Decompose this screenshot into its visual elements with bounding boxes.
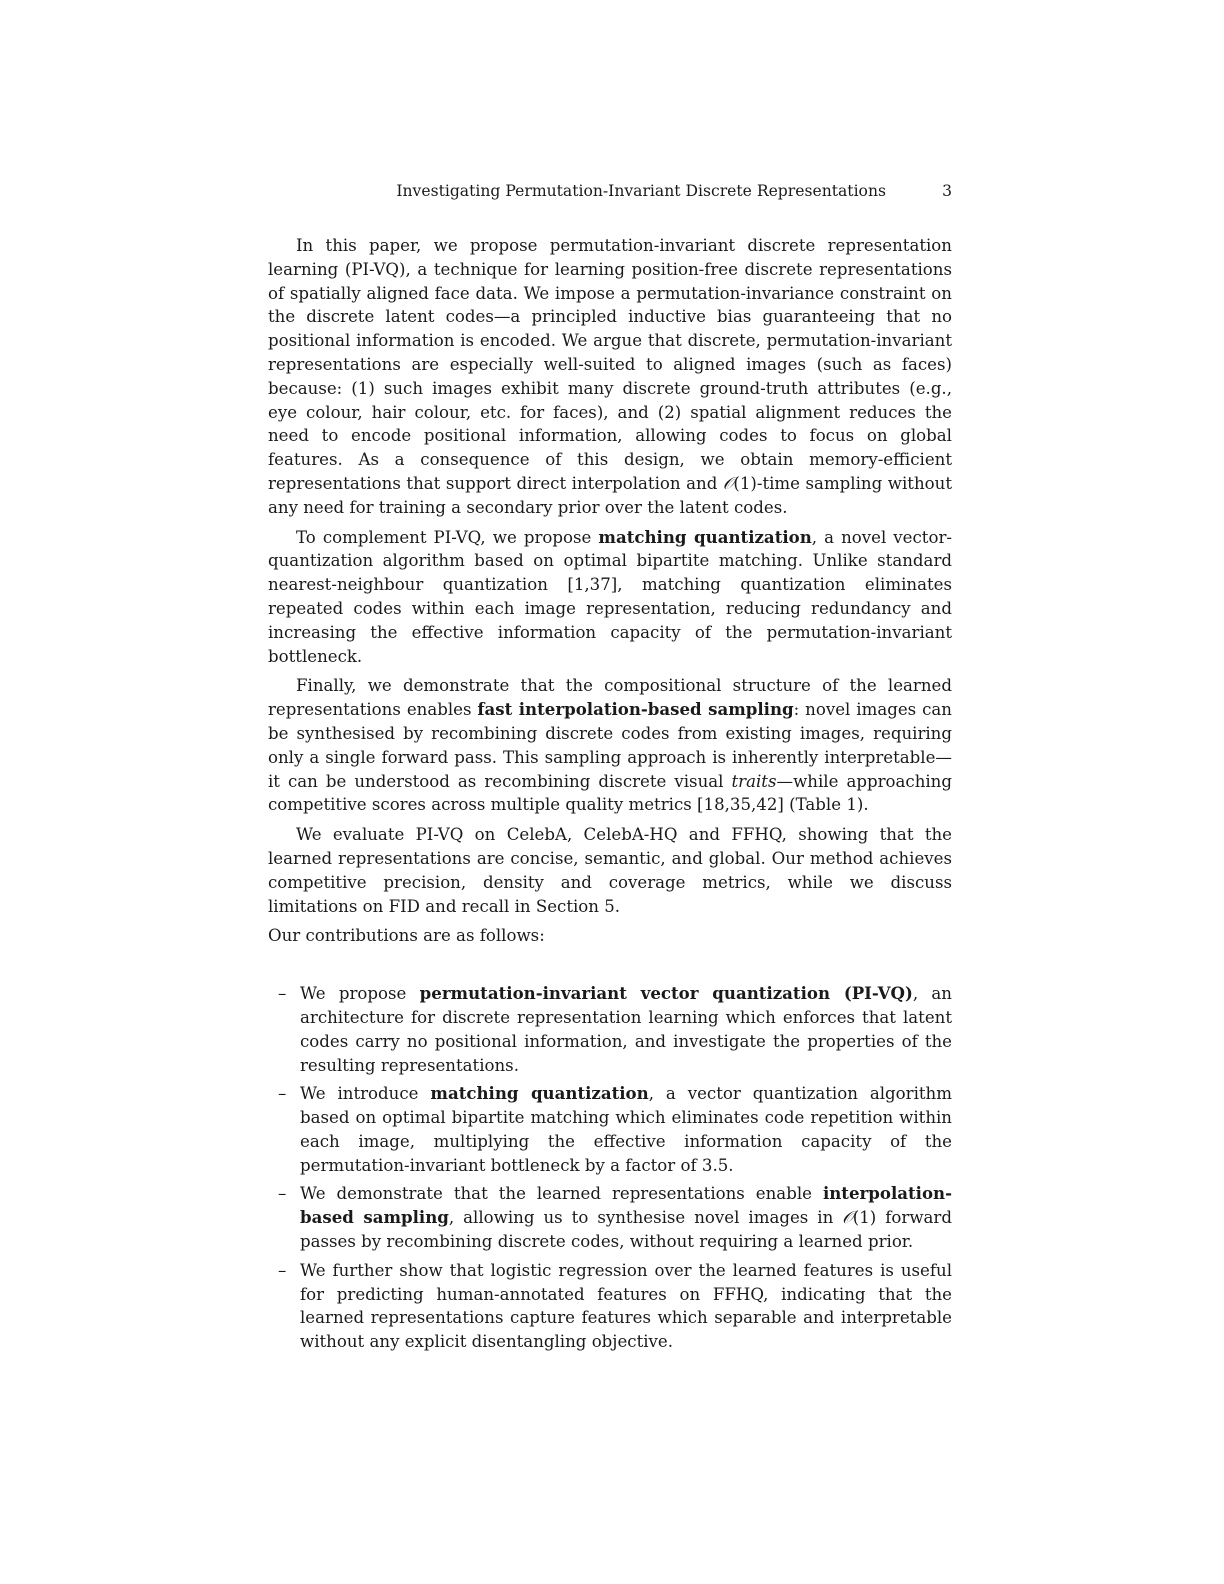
body-text: [268, 234, 952, 948]
text-segment: (1)-time sampling without any need for training a secondary prior over the latent codes.: [268, 473, 952, 517]
list-item: [268, 1182, 952, 1253]
list-item: [268, 982, 952, 1077]
bullet-dash: –: [278, 1084, 287, 1104]
bold-term: fast interpolation-based sampling: [477, 699, 794, 720]
text-segment: We evaluate PI-VQ on CelebA, CelebA-HQ and FFHQ, showing that the learned representations are concise, semantic, and global. Our method achieves competitive precision, density and coverage metrics, while we discuss limitations on FID and recall in Section 5.: [268, 825, 952, 916]
bullet-dash: –: [278, 1260, 287, 1280]
text-segment: —while approaching competitive scores across multiple quality metrics [18,35,42] (Table 1).: [268, 771, 952, 815]
list-item: [268, 1259, 952, 1354]
text-segment: To complement PI-VQ, we propose: [296, 527, 599, 547]
text-segment: We propose: [300, 984, 420, 1004]
text-segment: , an architecture for discrete representation learning which enforces that latent codes carry no positional information, and investigate the properties of the resulting representations.: [300, 984, 952, 1075]
bullet-dash: –: [278, 984, 287, 1004]
running-header: [268, 180, 952, 204]
paper-page: [268, 180, 952, 1359]
text-segment: In this paper, we propose permutation-invariant discrete representation learning (PI-VQ), a technique for learning position-free discrete representations of spatially aligned face data. We impose a permutation-invariance constraint on the discrete latent codes—a principled inductive bias guaranteeing that no positional information is encoded. We argue that discrete, permutation-invariant representations are especially well-suited to aligned images (such as faces) because: (1) such images exhibit many discrete ground-truth attributes (e.g., eye colour, hair colour, etc. for faces), and (2) spatial alignment reduces the need to encode positional information, allowing codes to focus on global features. As a consequence of this design, we obtain memory-efficient representations that support direct interpolation and: [268, 236, 952, 493]
page-number: 3: [942, 182, 952, 200]
text-segment: , a vector quantization algorithm based on optimal bipartite matching which eliminates code repetition within each image, multiplying the effective information capacity of the permutation-invariant bottleneck by a factor of 3.5.: [300, 1084, 952, 1175]
list-item: [268, 1082, 952, 1177]
bold-term: interpolation-based sampling: [300, 1183, 952, 1228]
math-symbol: 𝒪: [722, 473, 734, 493]
text-segment: , allowing us to synthesise novel images in: [448, 1208, 843, 1228]
paragraph: [268, 234, 952, 520]
text-segment: We introduce: [300, 1084, 431, 1104]
text-segment: We further show that logistic regression over the learned features is useful for predicting human-annotated features on FFHQ, indicating that the learned representations capture features which separable and interpretable without any explicit disentangling objective.: [300, 1260, 952, 1352]
paragraph: [268, 526, 952, 669]
text-segment: Finally, we demonstrate that the compositional structure of the learned representations enables: [268, 676, 952, 720]
text-segment: Our contributions are as follows:: [268, 926, 545, 946]
paragraph: [268, 823, 952, 918]
text-segment: , a novel vector-quantization algorithm based on optimal bipartite matching. Unlike standard nearest-neighbour quantization [1,37], matching quantization eliminates repeated codes within each image representation, reducing redundancy and increasing the effective information capacity of the permutation-invariant bottleneck.: [268, 527, 952, 666]
running-title: Investigating Permutation-Invariant Discrete Representations: [396, 182, 886, 200]
math-symbol: 𝒪: [842, 1208, 853, 1228]
italic-term: traits: [731, 771, 777, 791]
text-segment: : novel images can be synthesised by recombining discrete codes from existing images, requiring only a single forward pass. This sampling approach is inherently interpretable—it can be understood as recombining discrete visual: [268, 700, 952, 791]
paragraph: [268, 924, 952, 948]
text-segment: We demonstrate that the learned representations enable: [300, 1184, 823, 1204]
bold-term: matching quantization: [598, 526, 812, 547]
contributions-list: [268, 982, 952, 1354]
bullet-dash: –: [278, 1184, 287, 1204]
paragraph: [268, 674, 952, 817]
text-segment: (1) forward passes by recombining discrete codes, without requiring a learned prior.: [300, 1208, 952, 1252]
bold-term: matching quantization: [430, 1083, 649, 1104]
bold-term: permutation-invariant vector quantization (PI-VQ): [419, 983, 913, 1004]
